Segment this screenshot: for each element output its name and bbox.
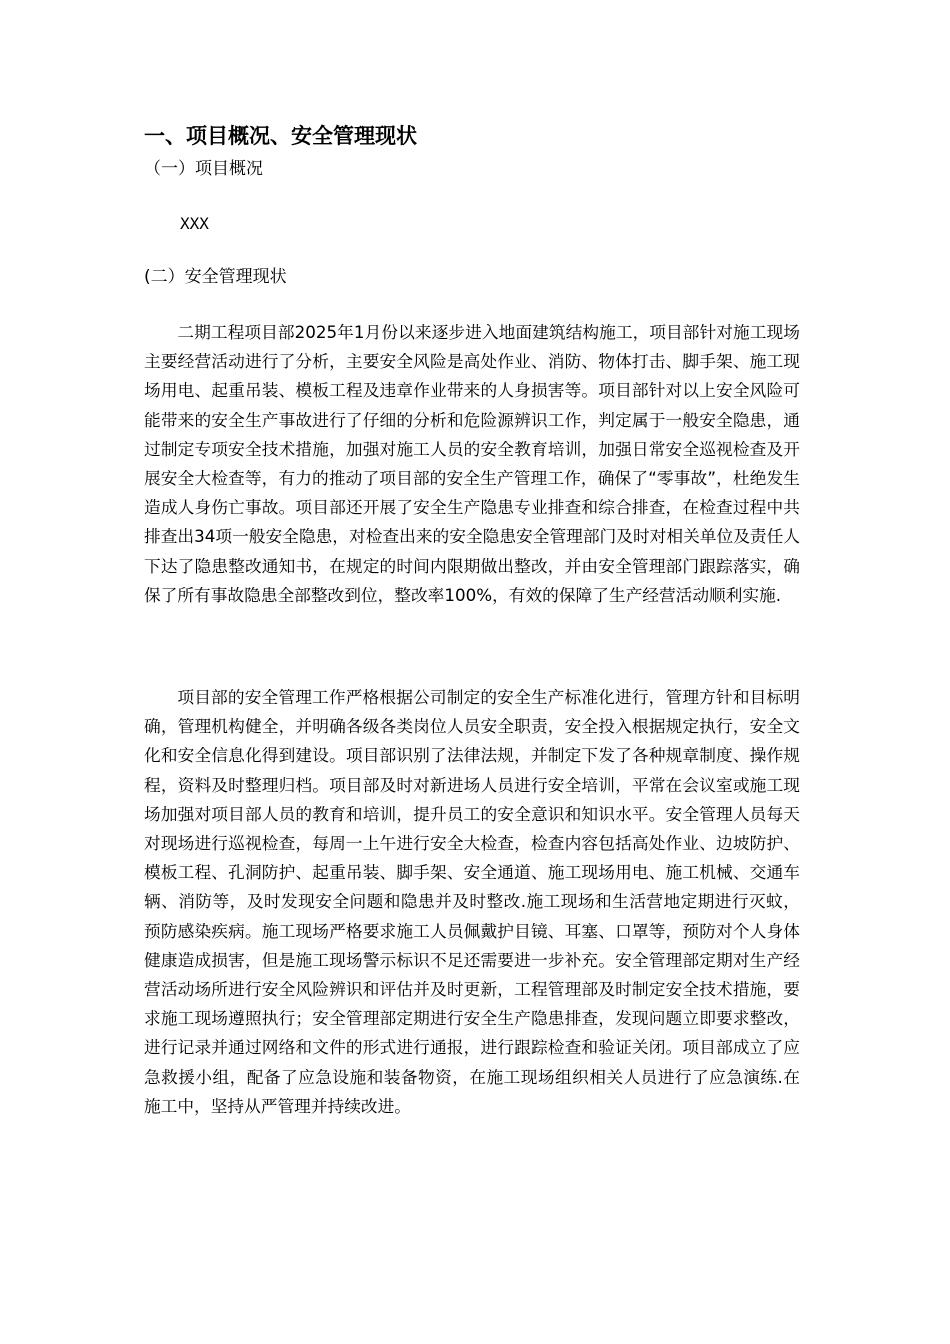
chapter-heading: 一、项目概况、安全管理现状: [144, 124, 417, 148]
body-paragraph-1: 二期工程项目部2025年1月份以来逐步进入地面建筑结构施工，项目部针对施工现场主要经营活动进行了分析，主要安全风险是高处作业、消防、物体打击、脚手架、施工现场用电、起重吊装、模板工程及违章作业带来的人身损害等。项目部针对以上安全风险可能带来的安全生产事故进行了仔细的分析和危险源辨识工作，判定属于一般安全隐患，通过制定专项安全技术措施，加强对施工人员的安全教育培训，加强日常安全巡视检查及开展安全大检查等，有力的推动了项目部的安全生产管理工作，确保了“零事故”，杜绝发生造成人身伤亡事故。项目部还开展了安全生产隐患专业排查和综合排查，在检查过程中共排查出34项一般安全隐患，对检查出来的安全隐患安全管理部门及时对相关单位及责任人下达了隐患整改通知书，在规定的时间内限期做出整改，并由安全管理部门跟踪落实，确保了所有事故隐患全部整改到位，整改率100%，有效的保障了生产经营活动顺利实施.: [144, 322, 800, 605]
section-heading-project-overview: （一）项目概况: [144, 159, 263, 179]
body-paragraph-2: 项目部的安全管理工作严格根据公司制定的安全生产标准化进行，管理方针和目标明确，管理机构健全，并明确各级各类岗位人员安全职责，安全投入根据规定执行，安全文化和安全信息化得到建设。项目部识别了法律法规，并制定下发了各种规章制度、操作规程，资料及时整理归档。项目部及时对新进场人员进行安全培训，平常在会议室或施工现场加强对项目部人员的教育和培训，提升员工的安全意识和知识水平。安全管理人员每天对现场进行巡视检查，每周一上午进行安全大检查，检查内容包括高处作业、边坡防护、模板工程、孔洞防护、起重吊装、脚手架、安全通道、施工现场用电、施工机械、交通车辆、消防等，及时发现安全问题和隐患并及时整改.施工现场和生活营地定期进行灭蚊，预防感染疾病。施工现场严格要求施工人员佩戴护目镜、耳塞、口罩等，预防对个人身体健康造成损害，但是施工现场警示标识不足还需要进一步补充。安全管理部定期对生产经营活动场所进行安全风险辨识和评估并及时更新，工程管理部及时制定安全技术措施，要求施工现场遵照执行；安全管理部定期进行安全生产隐患排查，发现问题立即要求整改，进行记录并通过网络和文件的形式进行通报，进行跟踪检查和验证关闭。项目部成立了应急救援小组，配备了应急设施和装备物资，在施工现场组织相关人员进行了应急演练.在施工中，坚持从严管理并持续改进。: [144, 687, 800, 1116]
placeholder-text: XXX: [180, 214, 209, 233]
section-heading-safety-status: (二）安全管理现状: [144, 267, 287, 287]
